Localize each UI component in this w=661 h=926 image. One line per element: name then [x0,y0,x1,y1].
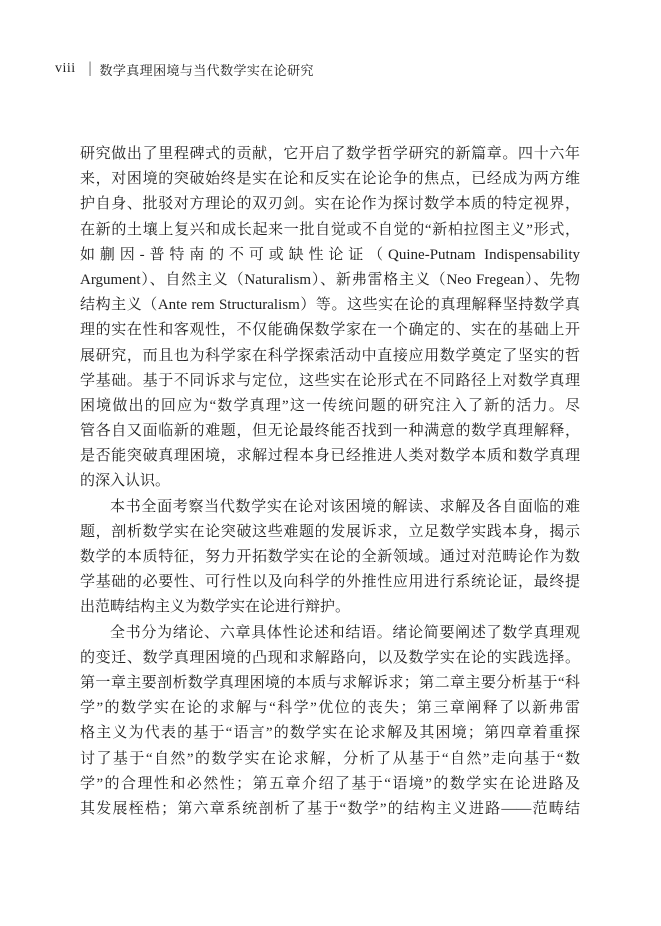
text-line: 护自身、批驳对方理论的双刃剑。实在论作为探讨数学本质的特定视界， [80,196,580,213]
text-line: 的变迁、数学真理困境的凸现和求解路向，以及数学实在论的实践选择。 [80,649,580,666]
running-title: 数学真理困境与当代数学实在论研究 [99,62,314,78]
text-line: 格主义为代表的基于“语言”的数学实在论求解及其困境；第四章着重探 [80,725,580,742]
text-line: 的深入认识。 [80,473,171,490]
text-line: 全书分为绪论、六章具体性论述和结语。绪论简要阐述了数学真理观 [110,624,580,641]
page-number: viii [55,61,76,76]
header-divider: | [88,59,92,78]
text-line: 数学的本质特征，努力开拓数学实在论的全新领域。通过对范畴论作为数 [80,549,580,565]
text-line: 展研究，而且也为科学家在科学探索活动中直接应用数学奠定了坚实的哲 [80,347,580,364]
text-line: 困境做出的回应为“数学真理”这一传统问题的研究注入了新的活力。尽 [80,397,580,414]
text-line: 出范畴结构主义为数学实在论进行辩护。 [80,599,351,616]
text-line: 讨了基于“自然”的数学实在论求解，分析了从基于“自然”走向基于“数 [80,750,580,767]
paragraph [80,142,580,495]
text-line: Argument）、自然主义（Naturalism）、新弗雷格主义（Neo Fregean）、先物 [80,271,580,288]
text-line: 学基础的必要性、可行性以及向科学的外推性应用进行系统论证，最终提 [80,574,580,591]
text-line: 结构主义（Ante rem Structuralism）等。这些实在论的真理解释坚持数学真 [80,297,580,314]
text-line: 本书全面考察当代数学实在论对该困境的解读、求解及各自面临的难 [110,498,580,515]
text-line: 研究做出了里程碑式的贡献，它开启了数学哲学研究的新篇章。四十六年 [80,146,580,162]
paragraph [80,621,580,823]
page-body [80,142,580,822]
page-header [55,60,314,78]
text-line: 学”的数学实在论的求解与“科学”优位的丧失；第三章阐释了以新弗雷 [80,700,580,717]
text-line: 第一章主要剖析数学真理困境的本质与求解诉求；第二章主要分析基于“科 [80,674,580,691]
text-line: 来，对困境的突破始终是实在论和反实在论论争的焦点，已经成为两方维 [80,171,580,188]
text-line: 题，剖析数学实在论突破这些难题的发展诉求，立足数学实践本身，揭示 [80,523,580,540]
text-line: 其发展桎梏；第六章系统剖析了基于“数学”的结构主义进路——范畴结 [80,800,580,817]
text-line: 学”的合理性和必然性；第五章介绍了基于“语境”的数学实在论进路及 [80,775,580,792]
text-line: 学基础。基于不同诉求与定位，这些实在论形式在不同路径上对数学真理 [80,372,580,389]
paragraph [80,495,580,621]
text-line: 管各自又面临新的难题，但无论最终能否找到一种满意的数学真理解释， [80,423,580,440]
text-line: 如蒯因-普特南的不可或缺性论证（Quine-Putnam Indispensability [80,246,580,263]
text-line: 是否能突破真理困境，求解过程本身已经推进人类对数学本质和数学真理 [80,448,580,465]
text-line: 理的实在性和客观性，不仅能确保数学家在一个确定的、实在的基础上开 [80,322,580,339]
text-line: 在新的土壤上复兴和成长起来一批自觉或不自觉的“新柏拉图主义”形式， [80,221,580,238]
